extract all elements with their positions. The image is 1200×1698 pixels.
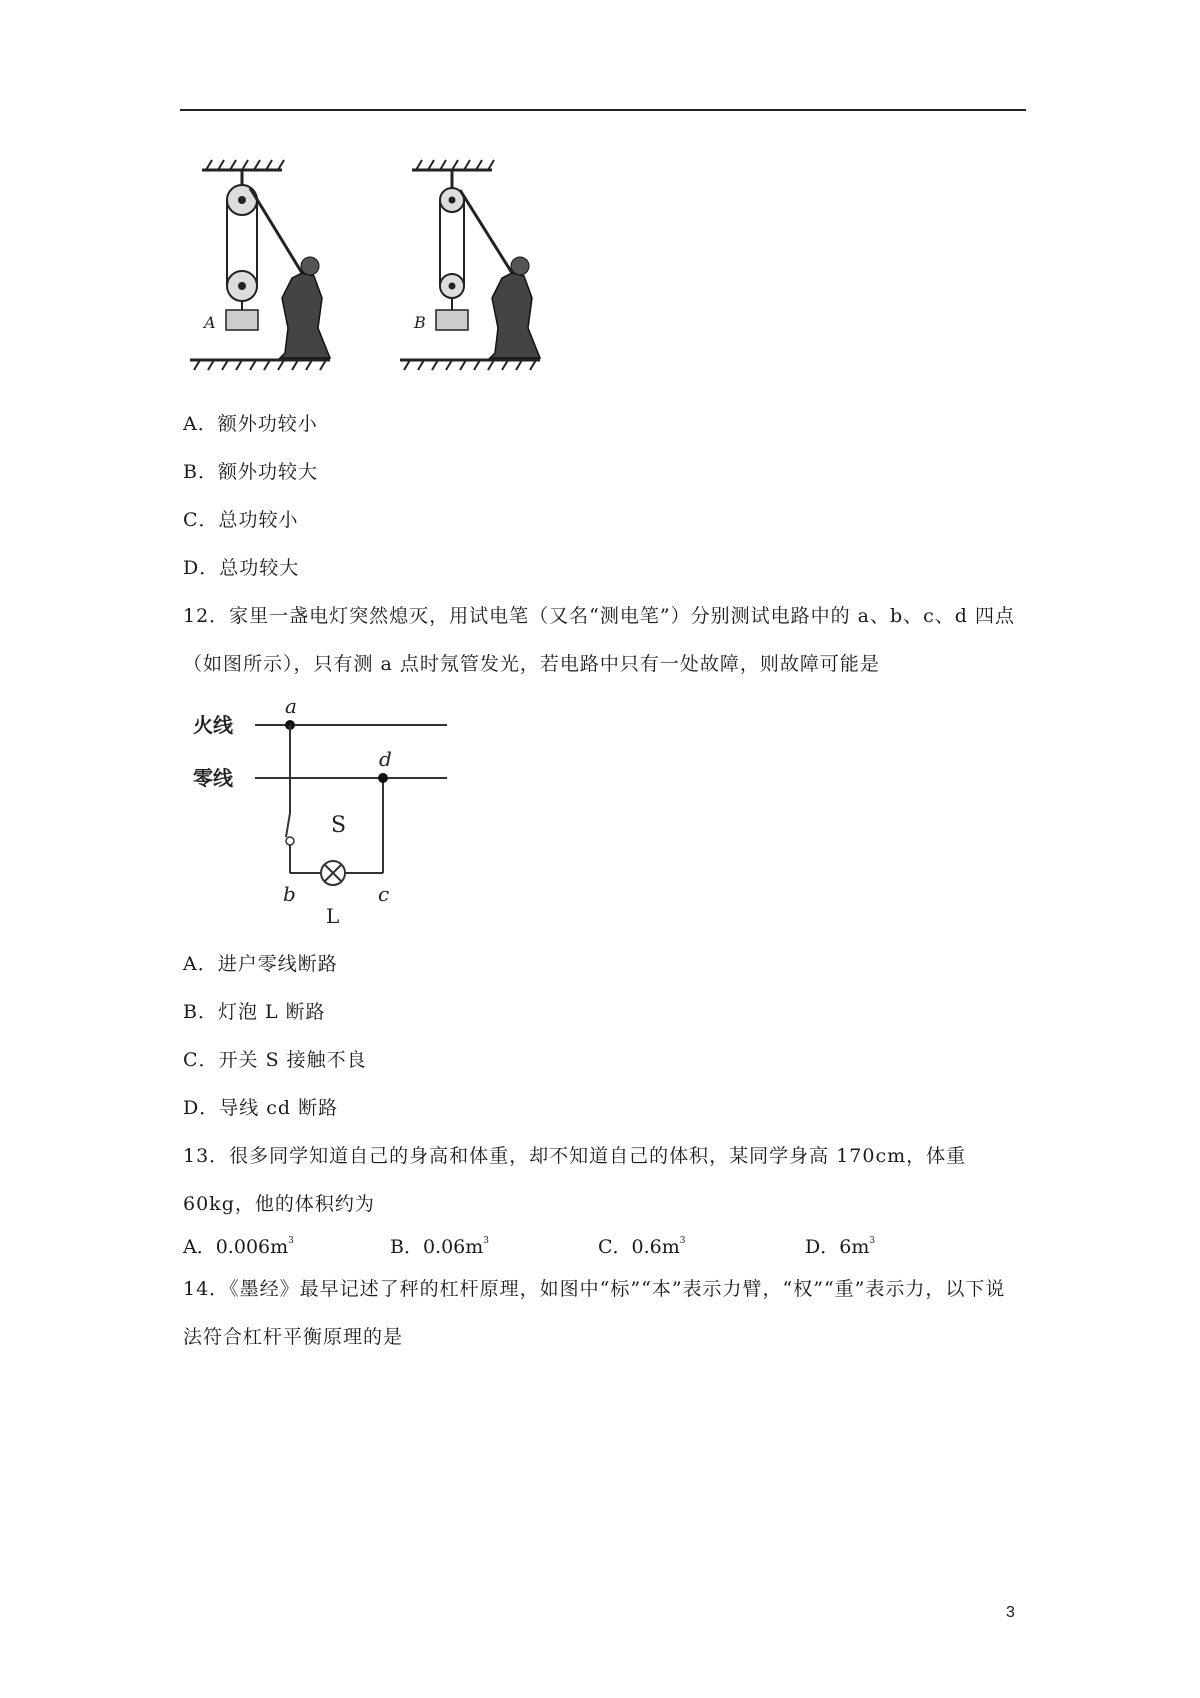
switch-label: S bbox=[331, 813, 347, 838]
q13-option-b[interactable]: B．$0.06m^3$ bbox=[390, 1236, 490, 1258]
person-icon bbox=[490, 273, 540, 358]
q12-text: 12．家里一盏电灯突然熄灭，用试电笔（又名“测电笔”）分别测试电路中的 a、b、c、d 四点（如图所示），只有测 a 点时氖管发光，若电路中只有一处故障，则故障可能是 bbox=[183, 605, 1015, 675]
q14-text: 14．《墨经》最早记述了秤的杠杆原理，如图中“标”“本”表示力臂，“权”“重”表示力，以下说法符合杠杆平衡原理的是 bbox=[183, 1278, 1006, 1348]
point-a-label: a bbox=[285, 695, 297, 718]
neutral-wire-label: 零线 bbox=[193, 766, 233, 790]
pulley-figure bbox=[190, 158, 590, 388]
q12-option-d[interactable]: D．导线 cd 断路 bbox=[183, 1097, 339, 1119]
header-rule bbox=[180, 109, 1026, 111]
pulley-system-a bbox=[190, 160, 330, 370]
circuit-diagram bbox=[185, 695, 455, 930]
q11-option-d[interactable]: D．总功较大 bbox=[183, 557, 300, 579]
lamp-label: L bbox=[326, 904, 340, 928]
pulley-system-b bbox=[400, 160, 540, 370]
q13-text: 13．很多同学知道自己的身高和体重，却不知道自己的体积，某同学身高 170cm，体重 60kg，他的体积约为 bbox=[183, 1145, 967, 1215]
figure-label-a: A bbox=[204, 313, 216, 332]
q13-option-a[interactable]: A．$0.006m^3$ bbox=[183, 1236, 294, 1258]
switch-blade bbox=[286, 813, 290, 837]
q11-option-b[interactable]: B．额外功较大 bbox=[183, 461, 318, 483]
point-d bbox=[378, 773, 388, 783]
q13-option-d[interactable]: D．$6m^3$ bbox=[805, 1236, 876, 1258]
page-number: 3 bbox=[1006, 1604, 1015, 1621]
person-icon bbox=[280, 273, 330, 358]
q11-option-c[interactable]: C．总功较小 bbox=[183, 509, 299, 531]
figure-label-b: B bbox=[414, 313, 426, 332]
q11-option-a[interactable]: A．额外功较小 bbox=[183, 413, 318, 435]
point-d-label: d bbox=[379, 747, 392, 771]
q12-option-a[interactable]: A．进户零线断路 bbox=[183, 953, 338, 975]
point-b-label: b bbox=[283, 882, 296, 906]
point-c-label: c bbox=[378, 882, 390, 906]
q12-option-c[interactable]: C．开关 S 接触不良 bbox=[183, 1049, 367, 1071]
live-wire-label: 火线 bbox=[193, 713, 233, 737]
q13-option-c[interactable]: C．$0.6m^3$ bbox=[598, 1236, 686, 1258]
q12-option-b[interactable]: B．灯泡 L 断路 bbox=[183, 1001, 326, 1023]
